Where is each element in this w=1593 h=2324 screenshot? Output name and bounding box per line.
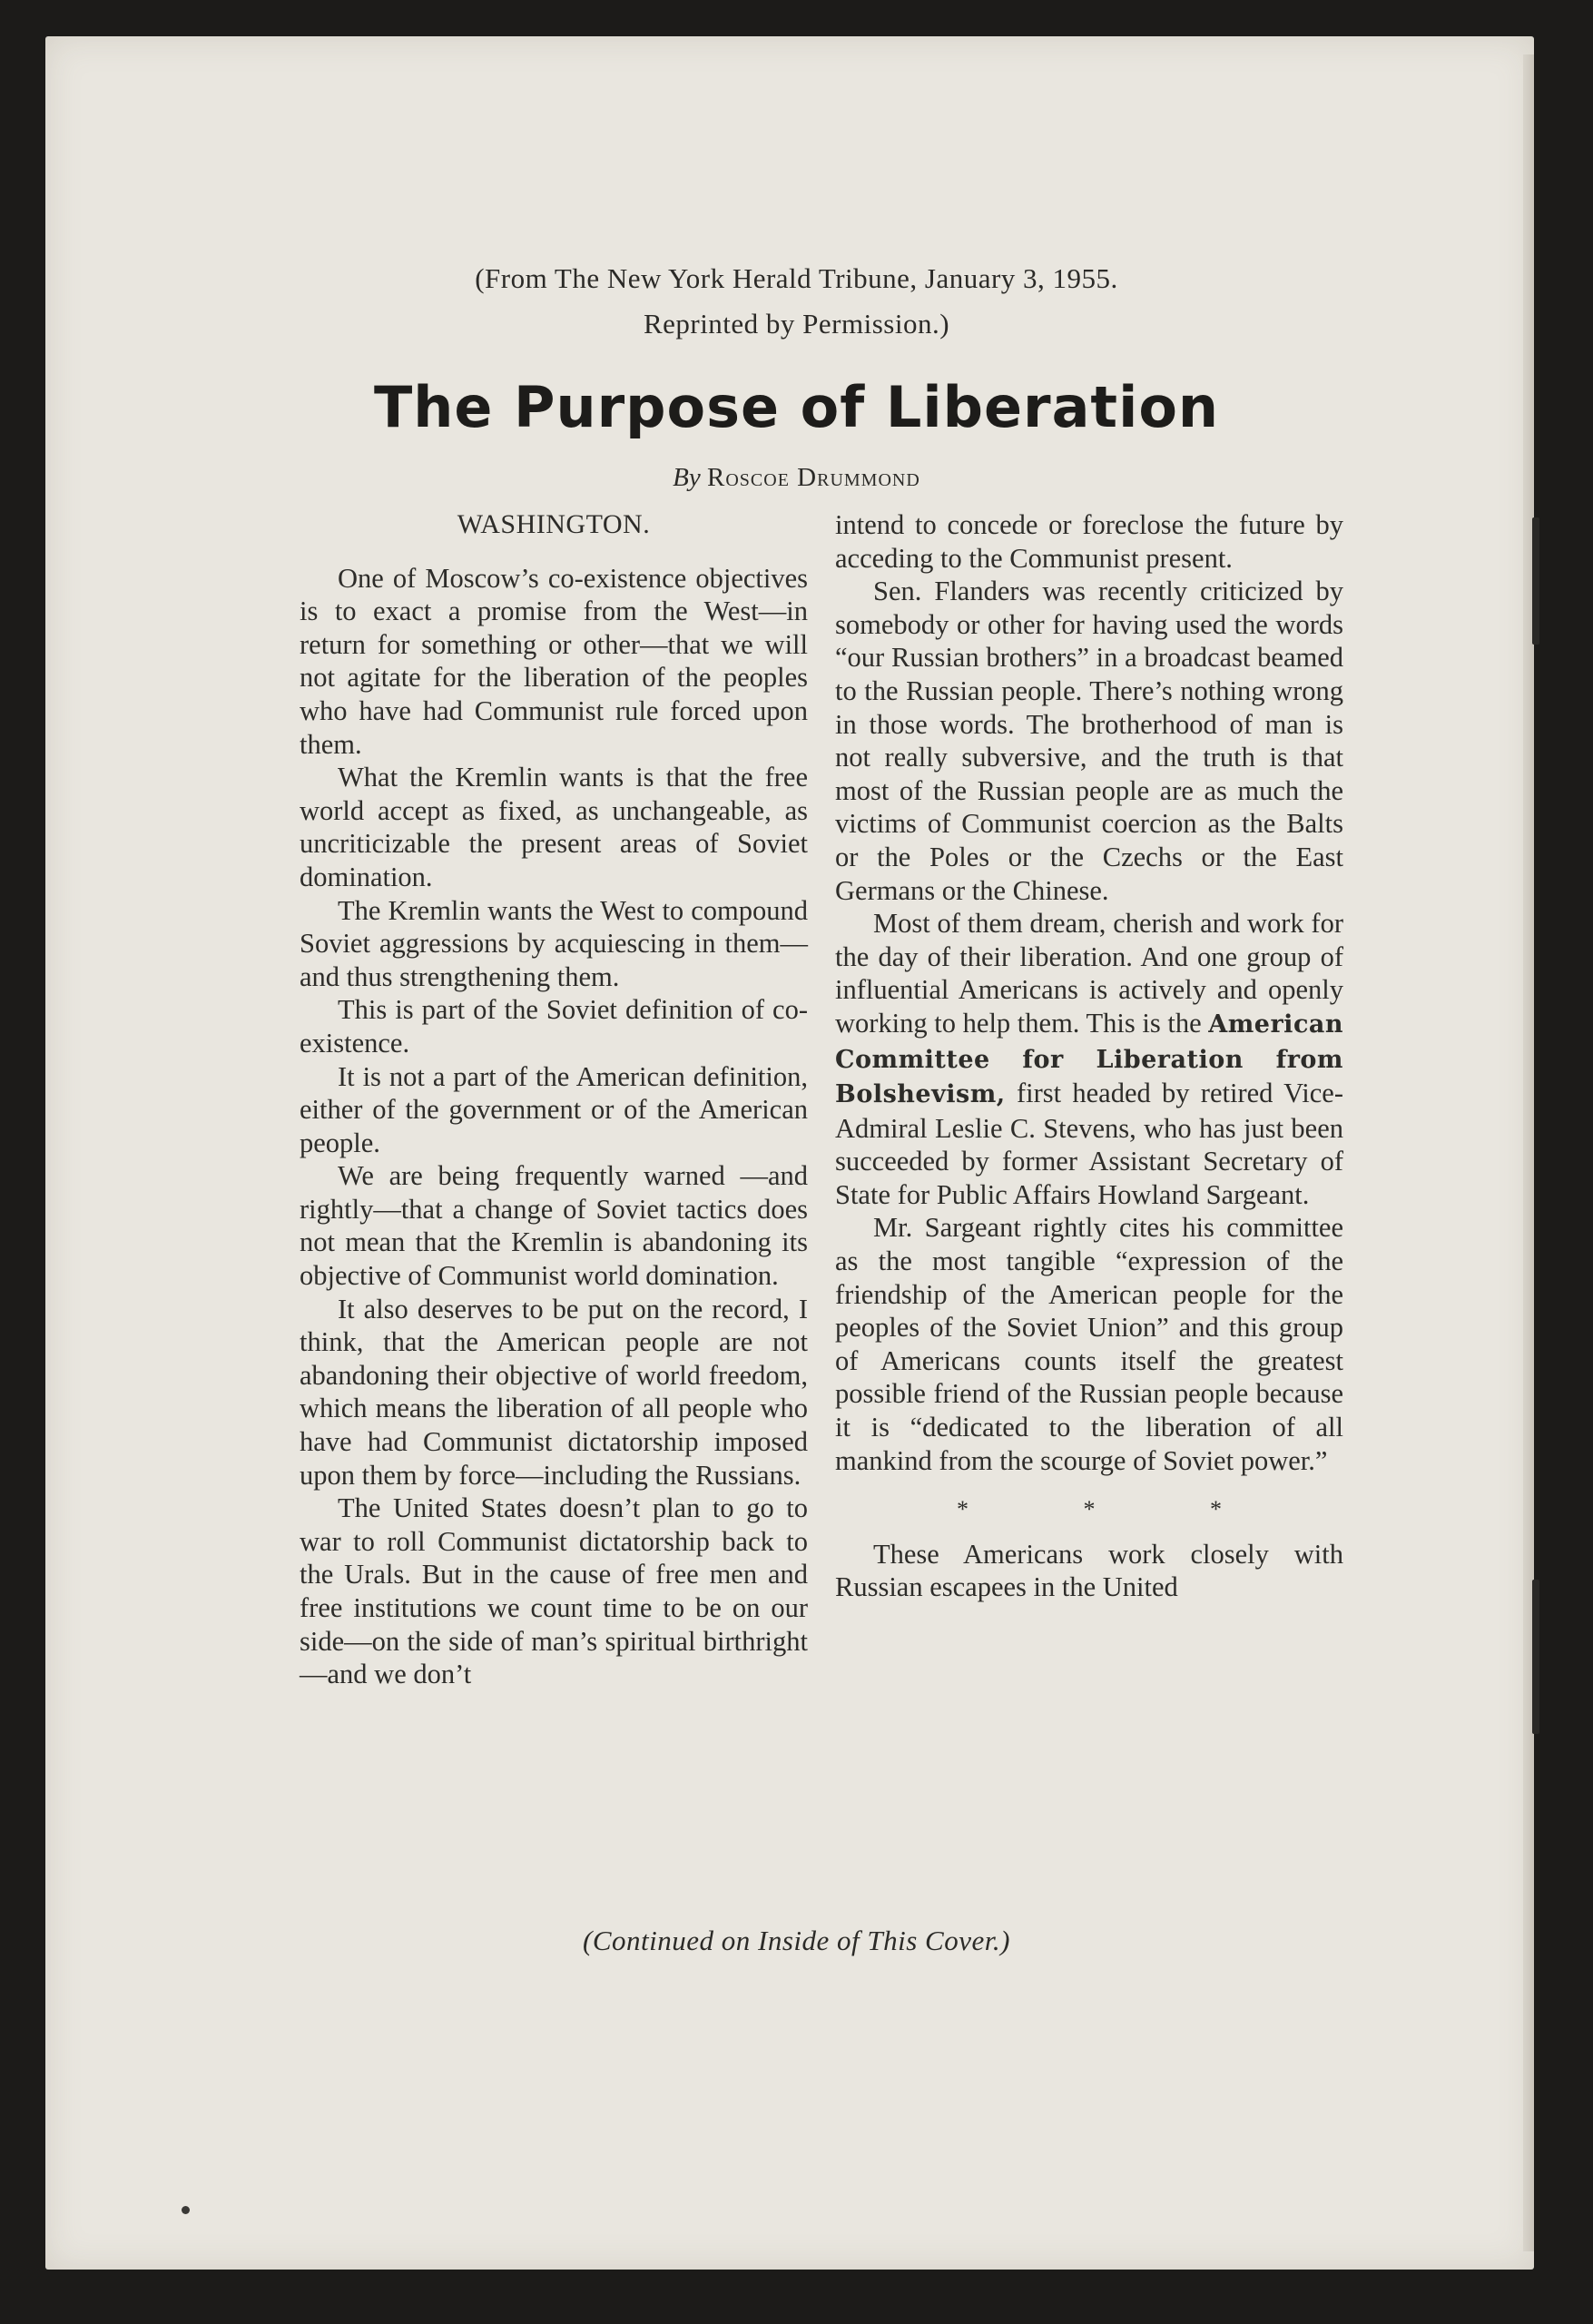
byline-prefix: By xyxy=(673,463,701,492)
continued-note: (Continued on Inside of This Cover.) xyxy=(583,1925,1010,1956)
binding-clip xyxy=(1532,1580,1539,1734)
paragraph: The United States doesn’t plan to go to war to roll Communist dictatorship back to the Urals. But in the cause of free men and free institutions we count time to be on our side—on the side of man’s spiritual birthright—and we don’t xyxy=(300,1492,808,1690)
right-column xyxy=(835,508,1343,1604)
source-line-1: (From The New York Herald Tribune, January 3, 1955. xyxy=(475,262,1118,294)
byline-author: Roscoe Drummond xyxy=(707,463,920,492)
paragraph: One of Moscow’s co-existence objectives is to exact a promise from the West—in return for something or other—that we will not agitate for the liberation of the peoples who have had Communist rule forced upon them. xyxy=(300,562,808,760)
paragraph: These Americans work closely with Russian escapees in the United xyxy=(835,1538,1343,1603)
binding-clip xyxy=(1532,517,1539,645)
paragraph: We are being frequently warned —and rightly—that a change of Soviet tactics does not mean that the Kremlin is abandoning its objective of Communist world domination. xyxy=(300,1160,808,1292)
article-title: The Purpose of Liberation xyxy=(373,374,1220,440)
paragraph: This is part of the Soviet definition of co-existence. xyxy=(300,994,808,1059)
source-note xyxy=(0,256,1593,347)
paragraph: What the Kremlin wants is that the free world accept as fixed, as unchangeable, as uncriticizable the present areas of Soviet domination. xyxy=(300,762,808,892)
section-separator: * * * xyxy=(957,1496,1276,1523)
paragraph: It is not a part of the American definition, either of the government or of the American people. xyxy=(300,1060,808,1158)
source-line-2: Reprinted by Permission.) xyxy=(643,308,950,340)
paragraph: The Kremlin wants the West to compound Soviet aggressions by acquiescing in them—and thus strengthening them. xyxy=(300,894,808,992)
paragraph-text: Most of them dream, cherish and work for the day of their liberation. And one group of influential Americans is actively and openly working to help them. This is the xyxy=(835,908,1343,1039)
paragraph: Sen. Flanders was recently criticized by somebody or other for having used the words “our Russian brothers” in a broadcast beamed to the Russian people. There’s nothing wrong in those words. The brotherhood of man is not really subversive, and the truth is that most of the Russian people are as much the victims of Communist coercion as the Balts or the Poles or the Czechs or the East Germans or the Chinese. xyxy=(835,576,1343,906)
committee-name: American Committee for Liberation from Bolshevism, xyxy=(835,1009,1344,1109)
paragraph-continued: intend to concede or foreclose the future by acceding to the Communist present. xyxy=(835,509,1343,574)
dateline: WASHINGTON. xyxy=(457,509,651,539)
paragraph: Mr. Sargeant rightly cites his committee as the most tangible “expression of the friendship of the American people for the peoples of the Soviet Union” and this group of Americans counts itself the greatest possible friend of the Russian people because it is “dedicated to the liberation of all mankind from the scourge of Soviet power.” xyxy=(835,1212,1343,1476)
byline xyxy=(0,463,1593,493)
paragraph: It also deserves to be put on the record, I think, that the American people are not abandoning their objective of world freedom, which means the liberation of all people who have had Communist dictatorship imposed upon them by force—including the Russians. xyxy=(300,1293,808,1491)
left-column xyxy=(300,508,808,1691)
ink-spot xyxy=(182,2206,190,2214)
paragraph-committee xyxy=(835,907,1343,1211)
paragraph-text: first headed by retired Vice-Admiral Leslie C. Stevens, who has just been succeeded by former Assistant Secretary of State for Public Affairs Howland Sargeant. xyxy=(835,1078,1344,1210)
